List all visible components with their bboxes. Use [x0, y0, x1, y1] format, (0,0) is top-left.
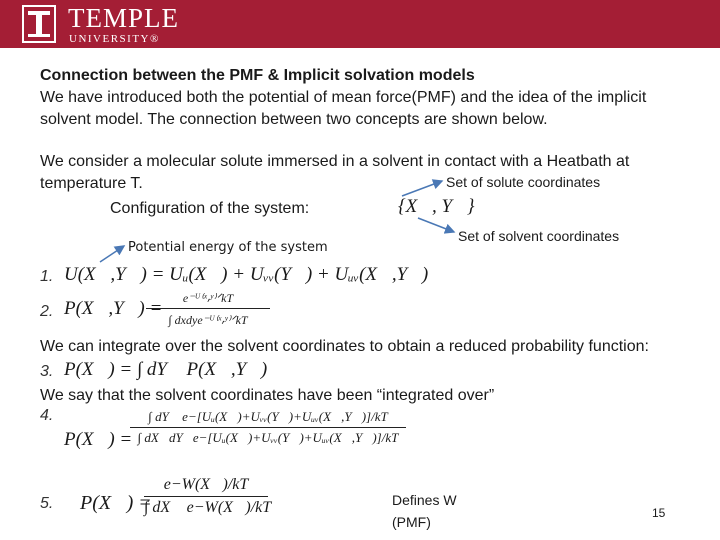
consider-line-2: temperature T.: [40, 175, 143, 192]
eq1-number: 1.: [40, 268, 54, 285]
eq3-number: 3.: [40, 363, 54, 380]
eq4-fraction: [130, 409, 406, 446]
eq5-fraction: [144, 476, 272, 517]
intro-line-1: We have introduced both the potential of mean force(PMF) and the idea of the implicit: [40, 89, 647, 106]
consider-line-1: We consider a molecular solute immersed in a solvent in contact with a Heatbath at: [40, 153, 630, 170]
brand-name: TEMPLE: [68, 3, 179, 33]
eq5-lhs: P(X⃗) =: [80, 492, 152, 514]
integrated-text: We say that the solvent coordinates have been “integrated over”: [40, 387, 495, 404]
callout-solvent: Set of solvent coordinates: [458, 228, 620, 244]
defines-w-line-1: Defines W: [392, 492, 457, 508]
integrate-text: We can integrate over the solvent coordinates to obtain a reduced probability function:: [40, 338, 649, 355]
config-set: {X⃗, Y⃗}: [398, 196, 475, 217]
eq2-denominator: ∫ dxdye⁻ᵁ⁽ˣ⸴ʸ⁾ᐟkT: [168, 313, 248, 327]
eq4-lhs: P(X⃗) =: [64, 429, 133, 450]
eq5-number: 5.: [40, 495, 54, 512]
callout-solute: Set of solute coordinates: [446, 174, 601, 190]
eq2-fraction: [146, 289, 270, 328]
page-number: 15: [652, 506, 666, 520]
eq1-formula: U(X⃗,Y⃗) = Uᵤ(X⃗) + Uᵥᵥ(Y⃗) + Uᵤᵥ(X⃗,Y⃗): [64, 264, 429, 285]
brand-subtitle: UNIVERSITY®: [69, 33, 160, 45]
eq4-denominator: ∫ dX⃗dY⃗e−[Uᵤ(X⃗)+Uᵥᵥ(Y⃗)+Uᵤᵥ(X⃗,Y⃗)]/kT: [137, 430, 399, 445]
eq2-numerator: e⁻ᵁ⁽ˣ⸴ʸ⁾ᐟkT: [182, 291, 234, 305]
eq5-denominator: ∫ dX⃗ e−W(X⃗)/kT: [144, 499, 272, 516]
eq2-number: 2.: [40, 303, 54, 320]
eq4-number: 4.: [40, 407, 54, 424]
slide-title: Connection between the PMF & Implicit solvation models: [40, 67, 475, 84]
eq2-lhs: P(X⃗,Y⃗) =: [64, 298, 163, 319]
config-label: Configuration of the system:: [110, 200, 310, 217]
callout-potential: Potential energy of the system: [128, 240, 328, 255]
intro-line-2: solvent model. The connection between two concepts are shown below.: [40, 111, 548, 128]
eq3-formula: P(X⃗) = ∫ dY⃗ P(X⃗,Y⃗): [64, 359, 268, 380]
eq4-numerator: ∫ dY⃗ e−[Uᵤ(X⃗)+Uᵥᵥ(Y⃗)+Uᵤᵥ(X⃗,Y⃗)]/kT: [148, 409, 388, 424]
eq5-numerator: e−W(X⃗)/kT: [163, 476, 249, 493]
defines-w-line-2: (PMF): [392, 514, 431, 530]
